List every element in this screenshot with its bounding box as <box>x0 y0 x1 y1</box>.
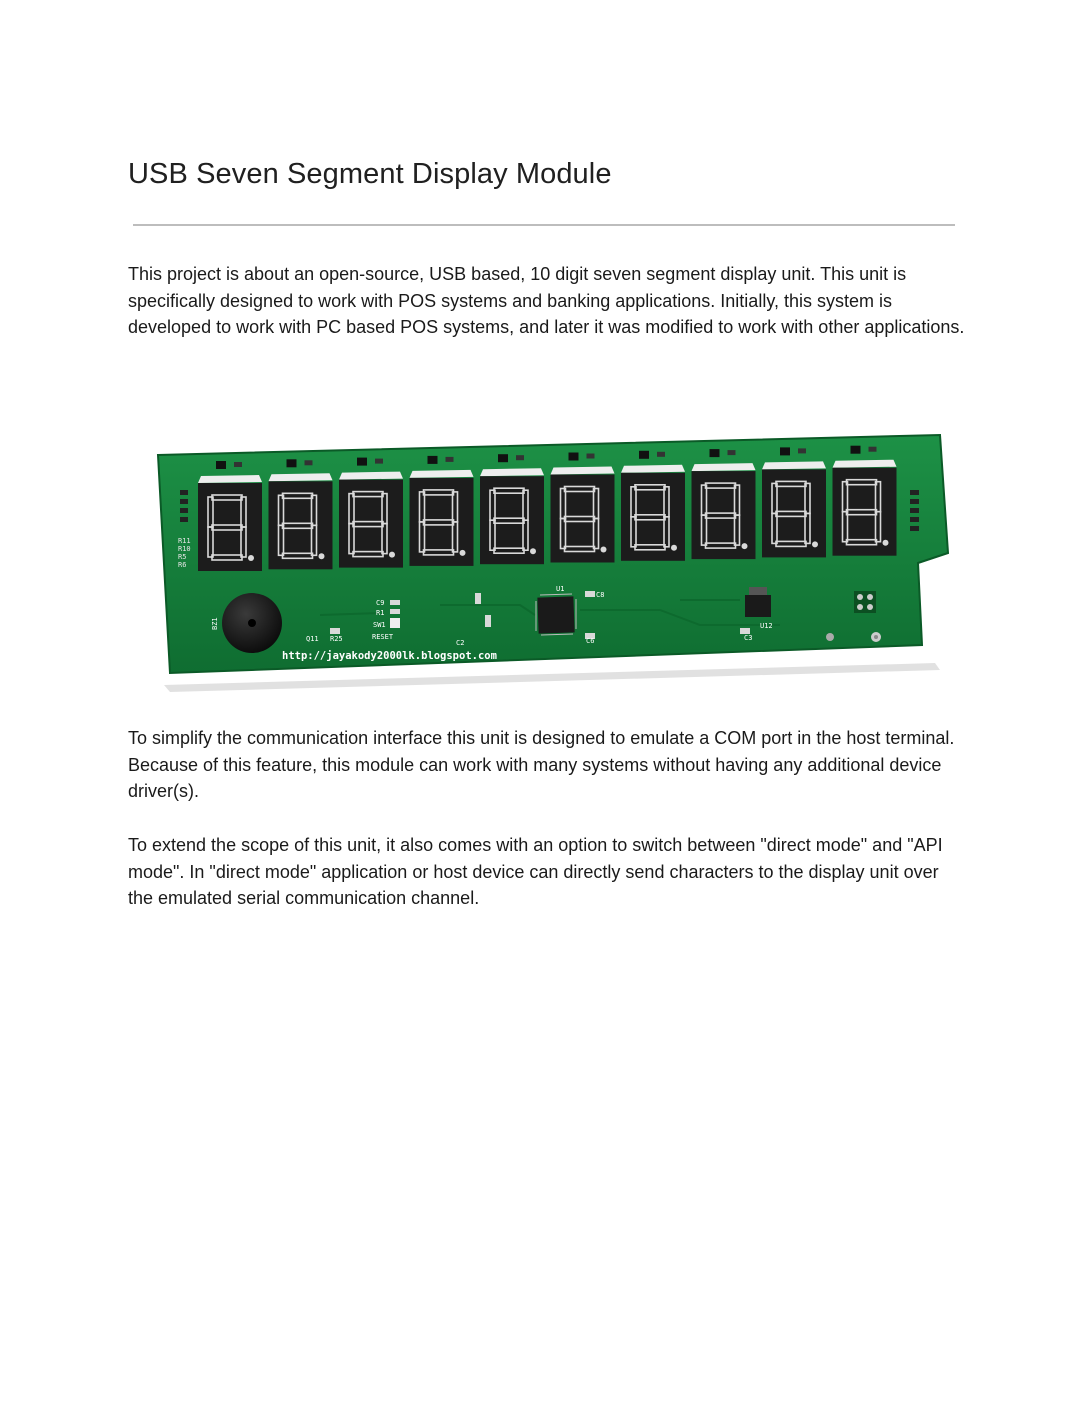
transistor <box>710 449 720 457</box>
transistor <box>428 456 438 464</box>
transistor <box>780 447 790 455</box>
digit-module <box>198 475 262 571</box>
decimal-point <box>601 547 607 553</box>
decimal-point <box>389 552 395 558</box>
digit-module <box>762 461 826 557</box>
svg-text:SW1: SW1 <box>373 621 386 629</box>
digit-module <box>692 463 756 559</box>
silkscreen-url: http://jayakody2000lk.blogspot.com <box>282 650 497 662</box>
resistor <box>234 462 242 467</box>
svg-text:R11: R11 <box>178 537 191 545</box>
svg-text:R5: R5 <box>178 553 187 561</box>
digit-module <box>269 473 333 569</box>
digit-module <box>621 465 685 561</box>
resistor <box>728 450 736 455</box>
svg-text:Q11: Q11 <box>306 635 319 643</box>
decimal-point <box>812 541 818 547</box>
decimal-point <box>319 553 325 559</box>
transistor <box>639 451 649 459</box>
decimal-point <box>248 555 254 561</box>
svg-text:R1: R1 <box>376 609 385 617</box>
svg-text:C9: C9 <box>376 599 385 607</box>
digit-module <box>551 467 615 563</box>
transistor <box>851 446 861 454</box>
transistor <box>287 459 297 467</box>
transistor <box>357 458 367 466</box>
resistor <box>657 452 665 457</box>
decimal-point <box>530 548 536 554</box>
svg-text:R6: R6 <box>178 561 187 569</box>
resistor <box>516 455 524 460</box>
svg-text:BZ1: BZ1 <box>211 617 219 630</box>
modes-paragraph: To extend the scope of this unit, it also comes with an option to switch between "direct mode" and "API mode". In "direct mode" application or host device can directly send characters to the display unit over the emulated serial communication channel. <box>128 835 943 909</box>
resistor <box>798 448 806 453</box>
transistor <box>216 461 226 469</box>
svg-text:C3: C3 <box>744 634 753 642</box>
microcontroller-chip <box>537 596 574 633</box>
decimal-point <box>883 540 889 546</box>
product-photo <box>140 395 960 700</box>
resistor <box>375 459 383 464</box>
resistor <box>869 447 877 452</box>
digit-module <box>410 470 474 566</box>
interface-paragraph: To simplify the communication interface this unit is designed to emulate a COM port in the host terminal. Because of this feature, this module can work with many systems without having any additional device driver(s). <box>128 728 955 802</box>
resistor <box>587 454 595 459</box>
svg-text:U1: U1 <box>556 585 565 593</box>
resistor <box>305 460 313 465</box>
decimal-point <box>460 550 466 556</box>
page-title: USB Seven Segment Display Module <box>128 158 612 190</box>
decimal-point <box>742 543 748 549</box>
digit-module <box>339 472 403 568</box>
resistor <box>446 457 454 462</box>
svg-text:R10: R10 <box>178 545 191 553</box>
digit-module <box>480 468 544 564</box>
svg-text:C2: C2 <box>456 639 465 647</box>
transistor <box>498 454 508 462</box>
svg-text:C6: C6 <box>586 637 595 645</box>
intro-paragraph: This project is about an open-source, USB based, 10 digit seven segment display unit. This unit is specifically designed to work with POS systems and banking applications. Initially, this system is developed to work with PC based POS systems, and later it was modified to work with other applications. <box>128 264 965 338</box>
digit-module <box>833 460 897 556</box>
horizontal-divider <box>133 224 955 226</box>
svg-text:U12: U12 <box>760 622 773 630</box>
svg-text:C8: C8 <box>596 591 605 599</box>
svg-text:R25: R25 <box>330 635 343 643</box>
silkscreen-reset: RESET <box>372 633 394 641</box>
transistor <box>569 453 579 461</box>
decimal-point <box>671 545 677 551</box>
